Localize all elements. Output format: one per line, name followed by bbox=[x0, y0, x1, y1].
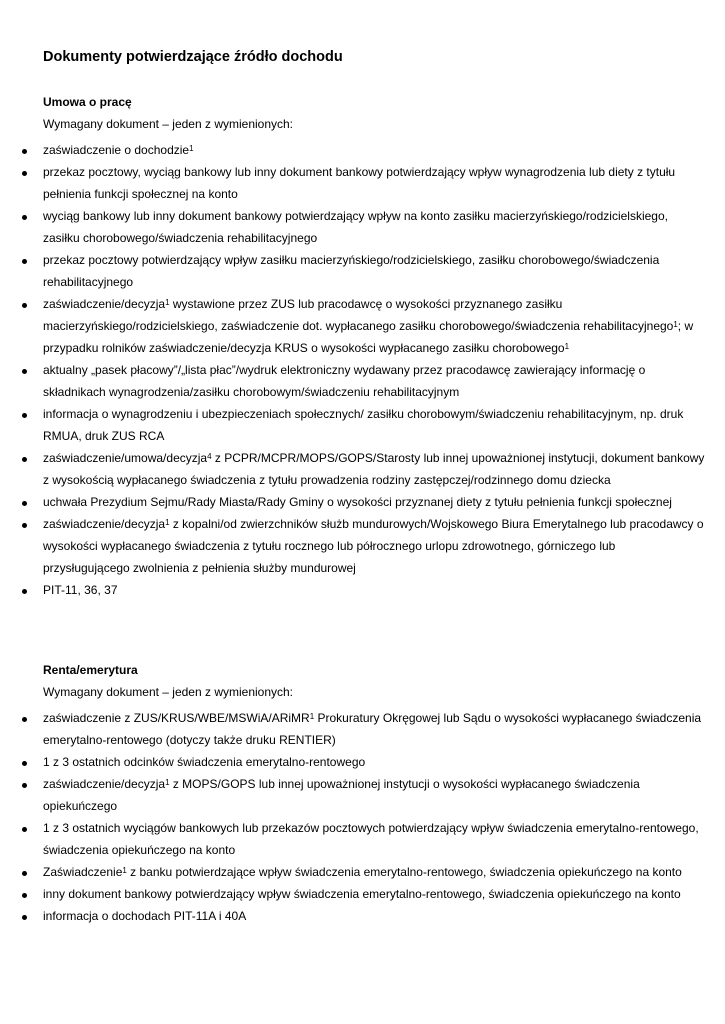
bullet-icon bbox=[22, 893, 27, 898]
bullet-icon bbox=[22, 259, 27, 264]
section-intro: Wymagany dokument – jeden z wymienionych: bbox=[43, 117, 294, 131]
section-intro: Wymagany dokument – jeden z wymienionych: bbox=[43, 685, 294, 699]
list-item: informacja o dochodach PIT-11A i 40A bbox=[0, 905, 725, 927]
list-item: przekaz pocztowy, wyciąg bankowy lub inny dokument bankowy potwierdzający wpływ wynagrodzenia lub diety z tytułu pełnienia funkcji społecznej na konto bbox=[0, 161, 725, 205]
bullet-icon bbox=[22, 501, 27, 506]
list-item: zaświadczenie/decyzja$^1$ wystawione przez ZUS lub pracodawcę o wysokości przyznanego zasiłku macierzyńskiego/rodzicielskiego, zaświadczenie dot. wypłacanego zasiłku chorobowego/świadczenia rehabilitacyjnego$^1$; w przypadku rolników zaświadczenie/decyzja KRUS o wysokości wypłacanego zasiłku chorobowego$^1$ bbox=[0, 293, 725, 359]
bullet-icon bbox=[22, 783, 27, 788]
section-heading: Umowa o pracę bbox=[43, 95, 132, 109]
bullet-icon bbox=[22, 457, 27, 462]
bullet-icon bbox=[22, 915, 27, 920]
list-item: informacja o wynagrodzeniu i ubezpieczeniach społecznych/ zasiłku chorobowym/świadczeniu rehabilitacyjnym, np. druk RMUA, druk ZUS RCA bbox=[0, 403, 725, 447]
bullet-icon bbox=[22, 215, 27, 220]
list-item: uchwała Prezydium Sejmu/Rady Miasta/Rady Gminy o wysokości przyznanej diety z tytułu pełnienia funkcji społecznej bbox=[0, 491, 725, 513]
list-item: wyciąg bankowy lub inny dokument bankowy potwierdzający wpływ na konto zasiłku macierzyńskiego/rodzicielskiego, zasiłku chorobowego/świadczenia rehabilitacyjnego bbox=[0, 205, 725, 249]
footnote-marker: 1 bbox=[189, 144, 194, 153]
list-item: 1 z 3 ostatnich odcinków świadczenia emerytalno-rentowego bbox=[0, 751, 725, 773]
bullet-icon bbox=[22, 171, 27, 176]
footnote-marker: 4 bbox=[207, 452, 212, 461]
page-title: Dokumenty potwierdzające źródło dochodu bbox=[43, 49, 343, 65]
bullet-icon bbox=[22, 149, 27, 154]
footnote-marker: 1 bbox=[309, 712, 315, 721]
list-item: 1 z 3 ostatnich wyciągów bankowych lub przekazów pocztowych potwierdzający wpływ świadczenia emerytalno-rentowego, świadczenia opiekuńczego na konto bbox=[0, 817, 725, 861]
footnote-marker: 1 bbox=[564, 342, 570, 351]
footnote-marker: 1 bbox=[165, 518, 170, 527]
bullet-icon bbox=[22, 303, 27, 308]
list-item: zaświadczenie o dochodzie$^1$ bbox=[0, 139, 725, 161]
document-list bbox=[0, 139, 725, 601]
footnote-marker: 1 bbox=[122, 866, 127, 875]
list-item: zaświadczenie/decyzja$^1$ z MOPS/GOPS lub innej upoważnionej instytucji o wysokości wypłacanego świadczenia opiekuńczego bbox=[0, 773, 725, 817]
bullet-icon bbox=[22, 369, 27, 374]
list-item: zaświadczenie/umowa/decyzja$^4$ z PCPR/MCPR/MOPS/GOPS/Starosty lub innej upoważnionej instytucji, dokument bankowy z wysokością wypłacanego świadczenia z tytułu prowadzenia rodziny zastępczej/rodzinnego domu dziecka bbox=[0, 447, 725, 491]
bullet-icon bbox=[22, 717, 27, 722]
document-list bbox=[0, 707, 725, 927]
bullet-icon bbox=[22, 871, 27, 876]
bullet-icon bbox=[22, 827, 27, 832]
list-item: przekaz pocztowy potwierdzający wpływ zasiłku macierzyńskiego/rodzicielskiego, zasiłku chorobowego/świadczenia rehabilitacyjnego bbox=[0, 249, 725, 293]
bullet-icon bbox=[22, 523, 27, 528]
list-item: PIT-11, 36, 37 bbox=[0, 579, 725, 601]
section-heading: Renta/emerytura bbox=[43, 663, 138, 677]
bullet-icon bbox=[22, 589, 27, 594]
footnote-marker: 1 bbox=[165, 778, 170, 787]
list-item: aktualny „pasek płacowy”/„lista płac”/wydruk elektroniczny wydawany przez pracodawcę zawierający informację o składnikach wynagrodzenia/zasiłku chorobowym/świadczeniu rehabilitacyjnym bbox=[0, 359, 725, 403]
footnote-marker: 1 bbox=[673, 320, 678, 329]
list-item: zaświadczenie/decyzja$^1$ z kopalni/od zwierzchników służb mundurowych/Wojskowego Biura Emerytalnego lub pracodawcy o wysokości wypłacanego świadczenia z tytułu rocznego lub półrocznego urlopu zdrowotnego, górniczego lub przysługującego zwolnienia z pełnienia służby mundurowej bbox=[0, 513, 725, 579]
list-item: inny dokument bankowy potwierdzający wpływ świadczenia emerytalno-rentowego, świadczenia opiekuńczego na konto bbox=[0, 883, 725, 905]
list-item: zaświadczenie z ZUS/KRUS/WBE/MSWiA/ARiMR$^1$ Prokuratury Okręgowej lub Sądu o wysokości wypłacanego świadczenia emerytalno-rentowego (dotyczy także druku RENTIER) bbox=[0, 707, 725, 751]
list-item: Zaświadczenie$^1$ z banku potwierdzające wpływ świadczenia emerytalno-rentowego, świadczenia opiekuńczego na konto bbox=[0, 861, 725, 883]
footnote-marker: 1 bbox=[165, 298, 170, 307]
bullet-icon bbox=[22, 761, 27, 766]
bullet-icon bbox=[22, 413, 27, 418]
